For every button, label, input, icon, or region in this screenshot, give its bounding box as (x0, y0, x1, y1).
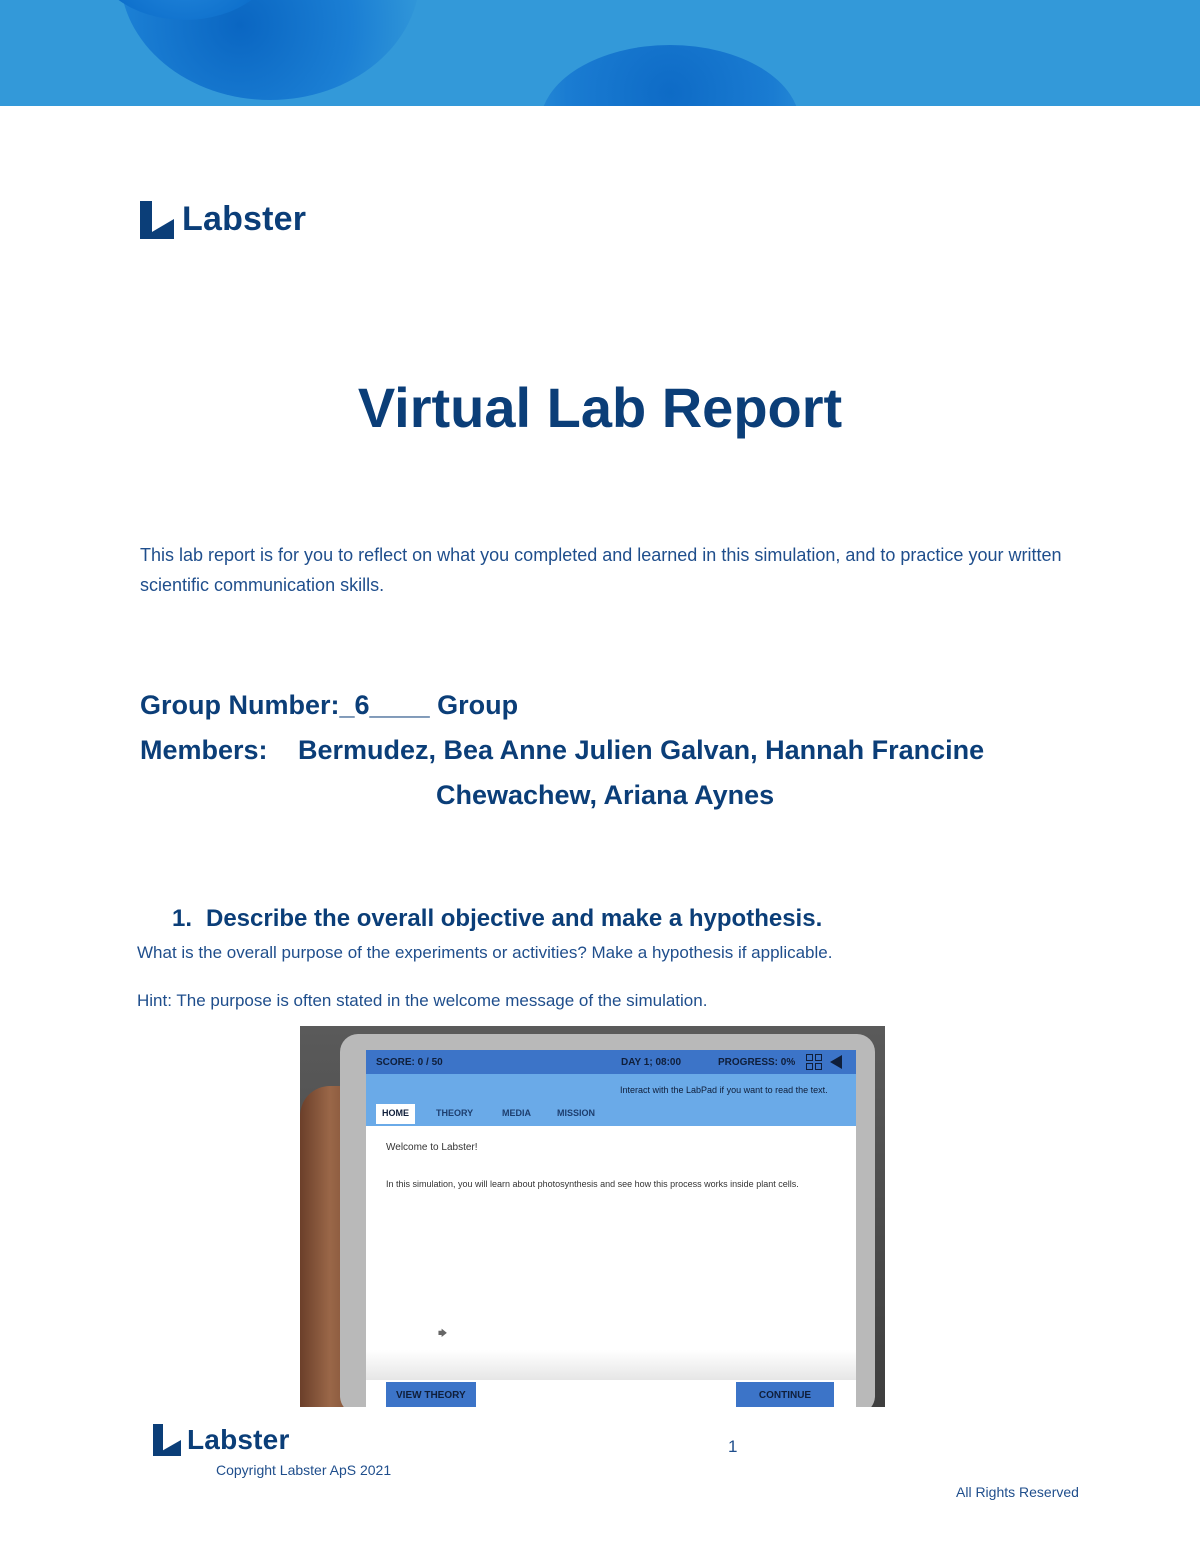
interact-note: Interact with the LabPad if you want to read the text. (620, 1085, 828, 1095)
cursor-icon: 🡆 (438, 1328, 448, 1338)
welcome-text: Welcome to Labster! (386, 1142, 478, 1153)
footer-logo (153, 1424, 290, 1456)
tab-mission: MISSION (557, 1108, 596, 1118)
section-title: Describe the overall objective and make a hypothesis. (206, 905, 823, 932)
footer-logo-wordmark: Labster (187, 1424, 290, 1455)
top-banner (0, 0, 1200, 106)
labster-logo-icon (140, 201, 174, 239)
section-heading (172, 905, 822, 933)
progress-readout: PROGRESS: 0% (718, 1057, 796, 1068)
members-label: Members: (140, 735, 268, 765)
score-readout: SCORE: 0 / 50 (376, 1057, 443, 1068)
section-hint: Hint: The purpose is often stated in the welcome message of the simulation. (137, 991, 708, 1010)
tab-bar (366, 1074, 856, 1126)
page-title: Virtual Lab Report (357, 376, 843, 439)
group-number: Group Number:_6____ Group (140, 690, 519, 720)
intro-paragraph: This lab report is for you to reflect on what you completed and learned in this simulation, and to practice your written scientific communication skills. (140, 545, 1062, 595)
tab-home: HOME (376, 1104, 415, 1124)
tab-theory: THEORY (436, 1108, 474, 1118)
speaker-icon (830, 1055, 842, 1069)
group-members-line (140, 735, 984, 766)
labster-logo-icon (153, 1424, 181, 1456)
screen-fade (366, 1350, 856, 1380)
day-readout: DAY 1; 08:00 (621, 1057, 682, 1068)
tab-media: MEDIA (502, 1108, 531, 1118)
logo-wordmark: Labster (182, 200, 307, 238)
labpad-screen (366, 1050, 856, 1407)
members-names: Bermudez, Bea Anne Julien Galvan, Hannah Francine (298, 735, 985, 765)
labster-logo (140, 200, 306, 239)
rights-text: All Rights Reserved (956, 1484, 1079, 1500)
section-question: What is the overall purpose of the experiments or activities? Make a hypothesis if applicable. (137, 943, 833, 962)
continue-button: CONTINUE (736, 1382, 834, 1407)
grid-icon (806, 1054, 822, 1070)
status-bar (366, 1050, 856, 1074)
page-number: 1 (728, 1437, 738, 1456)
view-theory-button: VIEW THEORY (386, 1382, 476, 1407)
copyright-text: Copyright Labster ApS 2021 (216, 1462, 392, 1478)
group-members-line-2: Chewachew, Ariana Aynes (436, 780, 775, 810)
section-number: 1. (172, 905, 193, 932)
simulation-body: In this simulation, you will learn about photosynthesis and see how this process works inside plant cells. (386, 1179, 799, 1189)
decorative-blob (540, 45, 800, 106)
simulation-screenshot (300, 1026, 885, 1407)
